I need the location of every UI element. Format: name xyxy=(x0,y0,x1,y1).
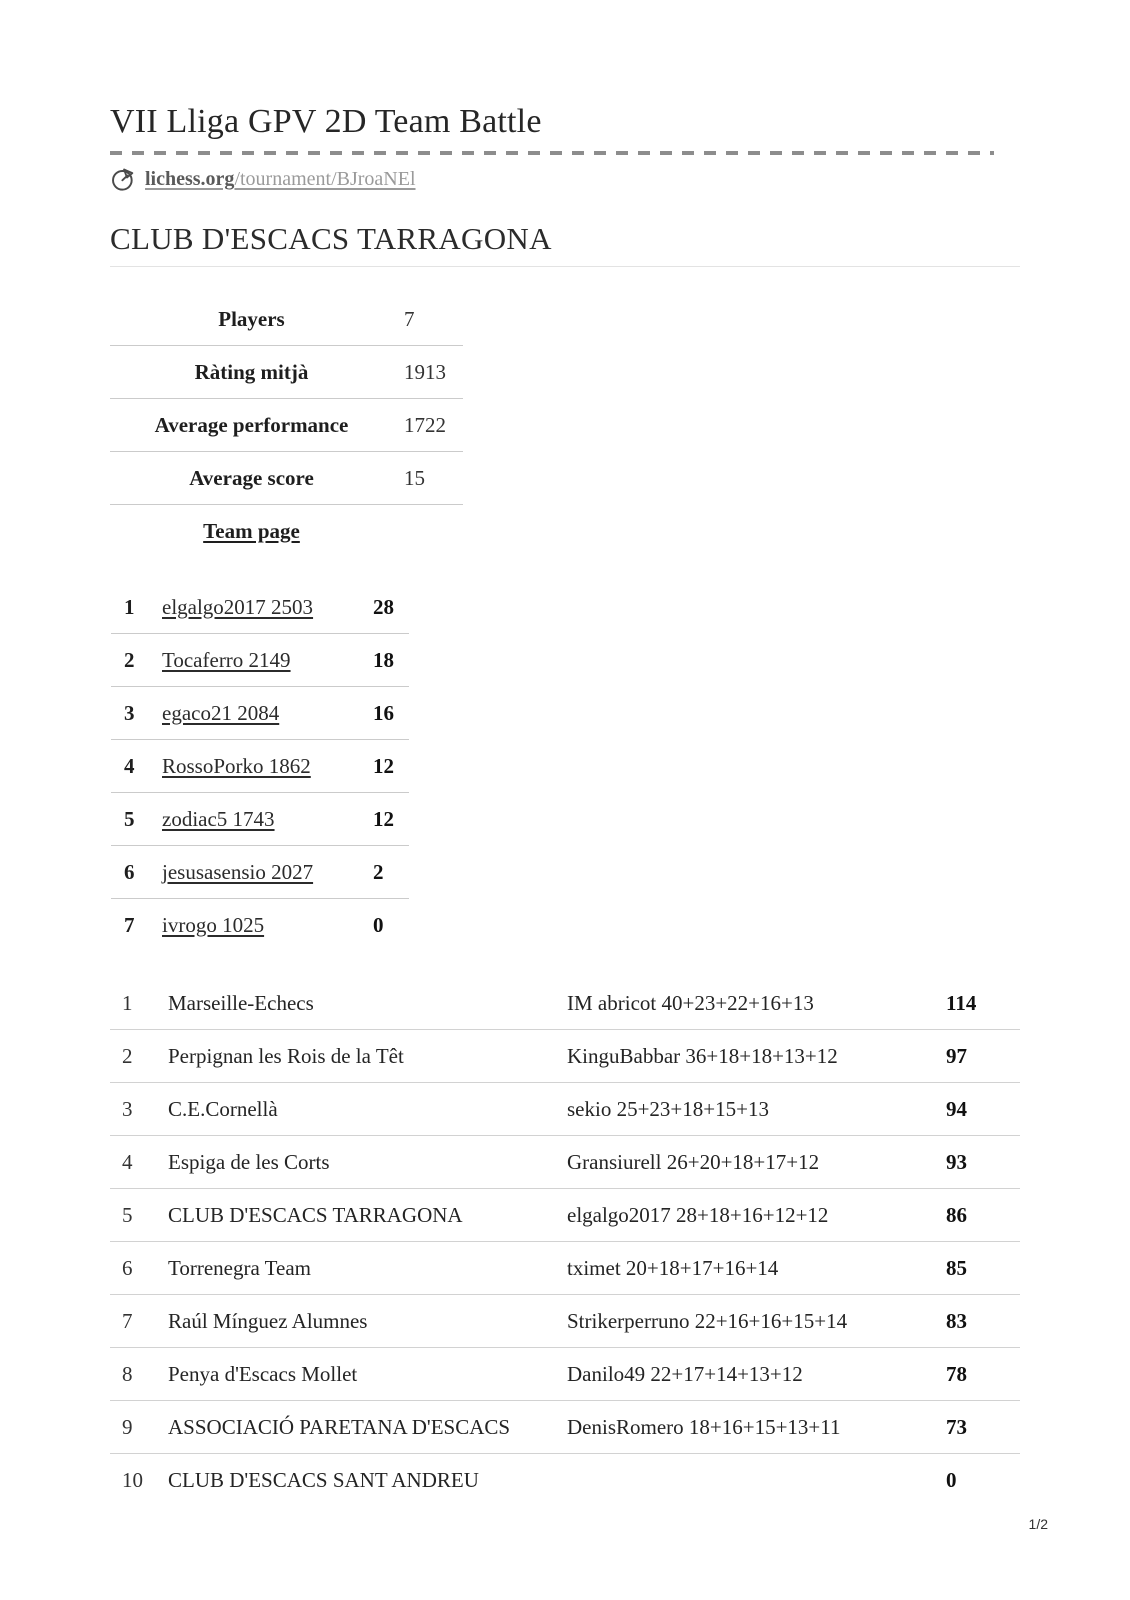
stats-value: 15 xyxy=(404,465,425,490)
lichess-logo-icon xyxy=(110,166,136,192)
standings-team-name: CLUB D'ESCACS TARRAGONA xyxy=(168,1202,463,1227)
page-content xyxy=(110,0,1020,1506)
player-link[interactable]: RossoPorko 1862 xyxy=(162,753,311,778)
stats-label: Ràting mitjà xyxy=(194,359,309,384)
standings-rank: 8 xyxy=(122,1361,133,1386)
stats-row-score xyxy=(110,452,463,505)
standings-top-players: elgalgo2017 28+18+16+12+12 xyxy=(567,1202,829,1227)
team-page-cell xyxy=(110,519,393,544)
stats-value: 7 xyxy=(404,306,415,331)
standings-total-score: 85 xyxy=(946,1255,967,1280)
stats-row-players xyxy=(110,293,463,346)
standings-top-players: Gransiurell 26+20+18+17+12 xyxy=(567,1149,820,1174)
standings-rank: 3 xyxy=(122,1096,133,1121)
player-link[interactable]: egaco21 2084 xyxy=(162,700,280,725)
standings-rank: 9 xyxy=(122,1414,133,1439)
dashed-divider xyxy=(110,151,994,155)
player-rank: 2 xyxy=(124,647,135,672)
standings-team-name: ASSOCIACIÓ PARETANA D'ESCACS xyxy=(168,1414,511,1439)
heading-rule xyxy=(110,266,1020,267)
standings-top-players: Strikerperruno 22+16+16+15+14 xyxy=(567,1308,848,1333)
player-row xyxy=(111,740,409,793)
team-name-heading: CLUB D'ESCACS TARRAGONA xyxy=(110,221,552,256)
player-score: 28 xyxy=(373,594,394,619)
standings-row xyxy=(110,1454,1020,1506)
standings-total-score: 78 xyxy=(946,1361,967,1386)
player-link[interactable]: zodiac5 1743 xyxy=(162,806,275,831)
stats-row-team-page xyxy=(110,505,463,557)
standings-row xyxy=(110,1030,1020,1083)
standings-total-score: 94 xyxy=(946,1096,967,1121)
player-row xyxy=(111,846,409,899)
player-link[interactable]: elgalgo2017 2503 xyxy=(162,594,314,619)
player-rank: 3 xyxy=(124,700,135,725)
tournament-url-path: /tournament/BJroaNEl xyxy=(234,167,416,190)
stats-value: 1722 xyxy=(404,412,446,437)
standings-row xyxy=(110,1401,1020,1454)
standings-top-players: IM abricot 40+23+22+16+13 xyxy=(567,990,814,1015)
player-link[interactable]: Tocaferro 2149 xyxy=(162,647,291,672)
standings-total-score: 93 xyxy=(946,1149,967,1174)
player-row xyxy=(111,581,409,634)
team-stats-table xyxy=(110,293,463,557)
stats-row-rating xyxy=(110,346,463,399)
player-rank: 1 xyxy=(124,594,135,619)
standings-team-name: Raúl Mínguez Alumnes xyxy=(168,1308,368,1333)
standings-rank: 1 xyxy=(122,990,133,1015)
player-row xyxy=(111,793,409,846)
source-link-row xyxy=(110,164,1020,194)
player-score: 18 xyxy=(373,647,394,672)
player-score: 12 xyxy=(373,806,394,831)
standings-rank: 10 xyxy=(122,1467,143,1492)
standings-top-players: Danilo49 22+17+14+13+12 xyxy=(567,1361,803,1386)
page-number-indicator: 1/2 xyxy=(1028,1516,1048,1532)
tournament-url-link[interactable] xyxy=(145,168,416,191)
player-score: 0 xyxy=(373,912,384,937)
player-rank: 5 xyxy=(124,806,135,831)
stats-row-performance xyxy=(110,399,463,452)
standings-row xyxy=(110,1295,1020,1348)
standings-row xyxy=(110,1083,1020,1136)
standings-row xyxy=(110,977,1020,1030)
standings-rank: 2 xyxy=(122,1043,133,1068)
standings-total-score: 0 xyxy=(946,1467,957,1492)
standings-team-name: Espiga de les Corts xyxy=(168,1149,330,1174)
standings-rank: 5 xyxy=(122,1202,133,1227)
stats-value: 1913 xyxy=(404,359,446,384)
standings-rank: 7 xyxy=(122,1308,133,1333)
standings-team-name: CLUB D'ESCACS SANT ANDREU xyxy=(168,1467,479,1492)
team-players-list xyxy=(111,581,409,951)
stats-label: Average performance xyxy=(154,412,349,437)
player-score: 12 xyxy=(373,753,394,778)
standings-total-score: 83 xyxy=(946,1308,967,1333)
player-link[interactable]: ivrogo 1025 xyxy=(162,912,265,937)
player-score: 16 xyxy=(373,700,394,725)
standings-total-score: 86 xyxy=(946,1202,967,1227)
standings-team-name: Torrenegra Team xyxy=(168,1255,312,1280)
player-rank: 4 xyxy=(124,753,135,778)
team-standings-table xyxy=(110,977,1020,1506)
standings-row xyxy=(110,1136,1020,1189)
stats-label: Average score xyxy=(189,465,314,490)
standings-total-score: 97 xyxy=(946,1043,967,1068)
player-rank: 6 xyxy=(124,859,135,884)
team-page-link[interactable]: Team page xyxy=(203,518,300,543)
standings-top-players: KinguBabbar 36+18+18+13+12 xyxy=(567,1043,838,1068)
standings-row xyxy=(110,1348,1020,1401)
standings-row xyxy=(110,1242,1020,1295)
standings-team-name: Marseille-Echecs xyxy=(168,990,314,1015)
standings-team-name: Perpignan les Rois de la Têt xyxy=(168,1043,404,1068)
standings-rank: 6 xyxy=(122,1255,133,1280)
tournament-url-host: lichess.org xyxy=(145,167,235,190)
player-row xyxy=(111,687,409,740)
player-score: 2 xyxy=(373,859,384,884)
standings-rank: 4 xyxy=(122,1149,133,1174)
standings-team-name: C.E.Cornellà xyxy=(168,1096,278,1121)
player-link[interactable]: jesusasensio 2027 xyxy=(162,859,314,884)
player-row xyxy=(111,634,409,687)
standings-top-players: sekio 25+23+18+15+13 xyxy=(567,1096,769,1121)
standings-total-score: 73 xyxy=(946,1414,967,1439)
page-title: VII Lliga GPV 2D Team Battle xyxy=(110,103,542,140)
standings-team-name: Penya d'Escacs Mollet xyxy=(168,1361,358,1386)
player-row xyxy=(111,899,409,951)
standings-top-players: tximet 20+18+17+16+14 xyxy=(567,1255,779,1280)
standings-total-score: 114 xyxy=(946,990,977,1015)
stats-label: Players xyxy=(218,306,285,331)
standings-row xyxy=(110,1189,1020,1242)
player-rank: 7 xyxy=(124,912,135,937)
standings-top-players: DenisRomero 18+16+15+13+11 xyxy=(567,1414,841,1439)
